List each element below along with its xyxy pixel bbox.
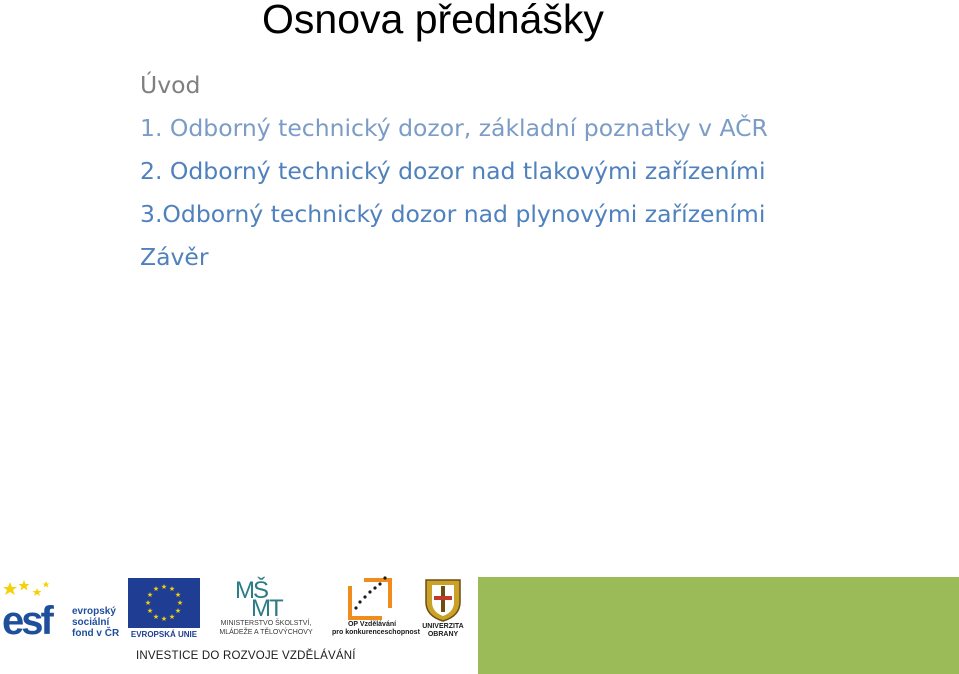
esf-logo (2, 578, 124, 640)
svg-text:★: ★ (168, 585, 176, 593)
svg-text:★: ★ (144, 599, 152, 607)
unob-line1: UNIVERZITA (422, 623, 464, 630)
svg-text:★: ★ (160, 615, 168, 623)
svg-text:MŠ: MŠ (235, 577, 267, 604)
outline-item-intro: Úvod (140, 71, 201, 99)
svg-text:★: ★ (152, 613, 160, 621)
esf-text: evropský sociální fond v ČR (72, 606, 120, 639)
svg-text:★: ★ (176, 599, 184, 607)
msmt-sub: MLÁDEŽE A TĚLOVÝCHOVY (219, 629, 313, 636)
svg-text:★: ★ (160, 583, 168, 591)
outline-item-2: 2. Odborný technický dozor nad tlakovými zařízeními (140, 157, 766, 185)
slide-title: Osnova přednášky (262, 0, 604, 42)
msmt-name: MINISTERSTVO ŠKOLSTVÍ, (220, 620, 312, 627)
unob-logo (416, 576, 470, 642)
footer-green-bar (478, 577, 959, 674)
svg-text:★: ★ (174, 607, 182, 615)
investice-tagline: INVESTICE DO ROZVOJE VZDĚLÁVÁNÍ (136, 650, 356, 662)
eu-flag-logo (128, 578, 200, 640)
op-line1: OP Vzdělávání (347, 621, 397, 628)
svg-text:MT: MT (251, 595, 282, 618)
svg-text:★: ★ (174, 591, 182, 599)
svg-text:★: ★ (168, 613, 176, 621)
outline-item-3: 3.Odborný technický dozor nad plynovými zařízeními (140, 200, 766, 228)
svg-text:esf: esf (2, 599, 51, 640)
op-vk-logo (332, 574, 420, 640)
unob-line2: OBRANY (427, 631, 459, 638)
outline-item-conclusion: Závěr (140, 243, 209, 271)
outline-item-1: 1. Odborný technický dozor, základní poznatky v AČR (140, 114, 768, 142)
svg-text:★: ★ (146, 591, 154, 599)
svg-text:★: ★ (146, 607, 154, 615)
op-line2: pro konkurenceschopnost (332, 629, 420, 636)
svg-text:★: ★ (152, 585, 160, 593)
msmt-logo (205, 576, 327, 640)
eu-label: EVROPSKÁ UNIE (130, 630, 198, 639)
outline-list (140, 68, 768, 283)
